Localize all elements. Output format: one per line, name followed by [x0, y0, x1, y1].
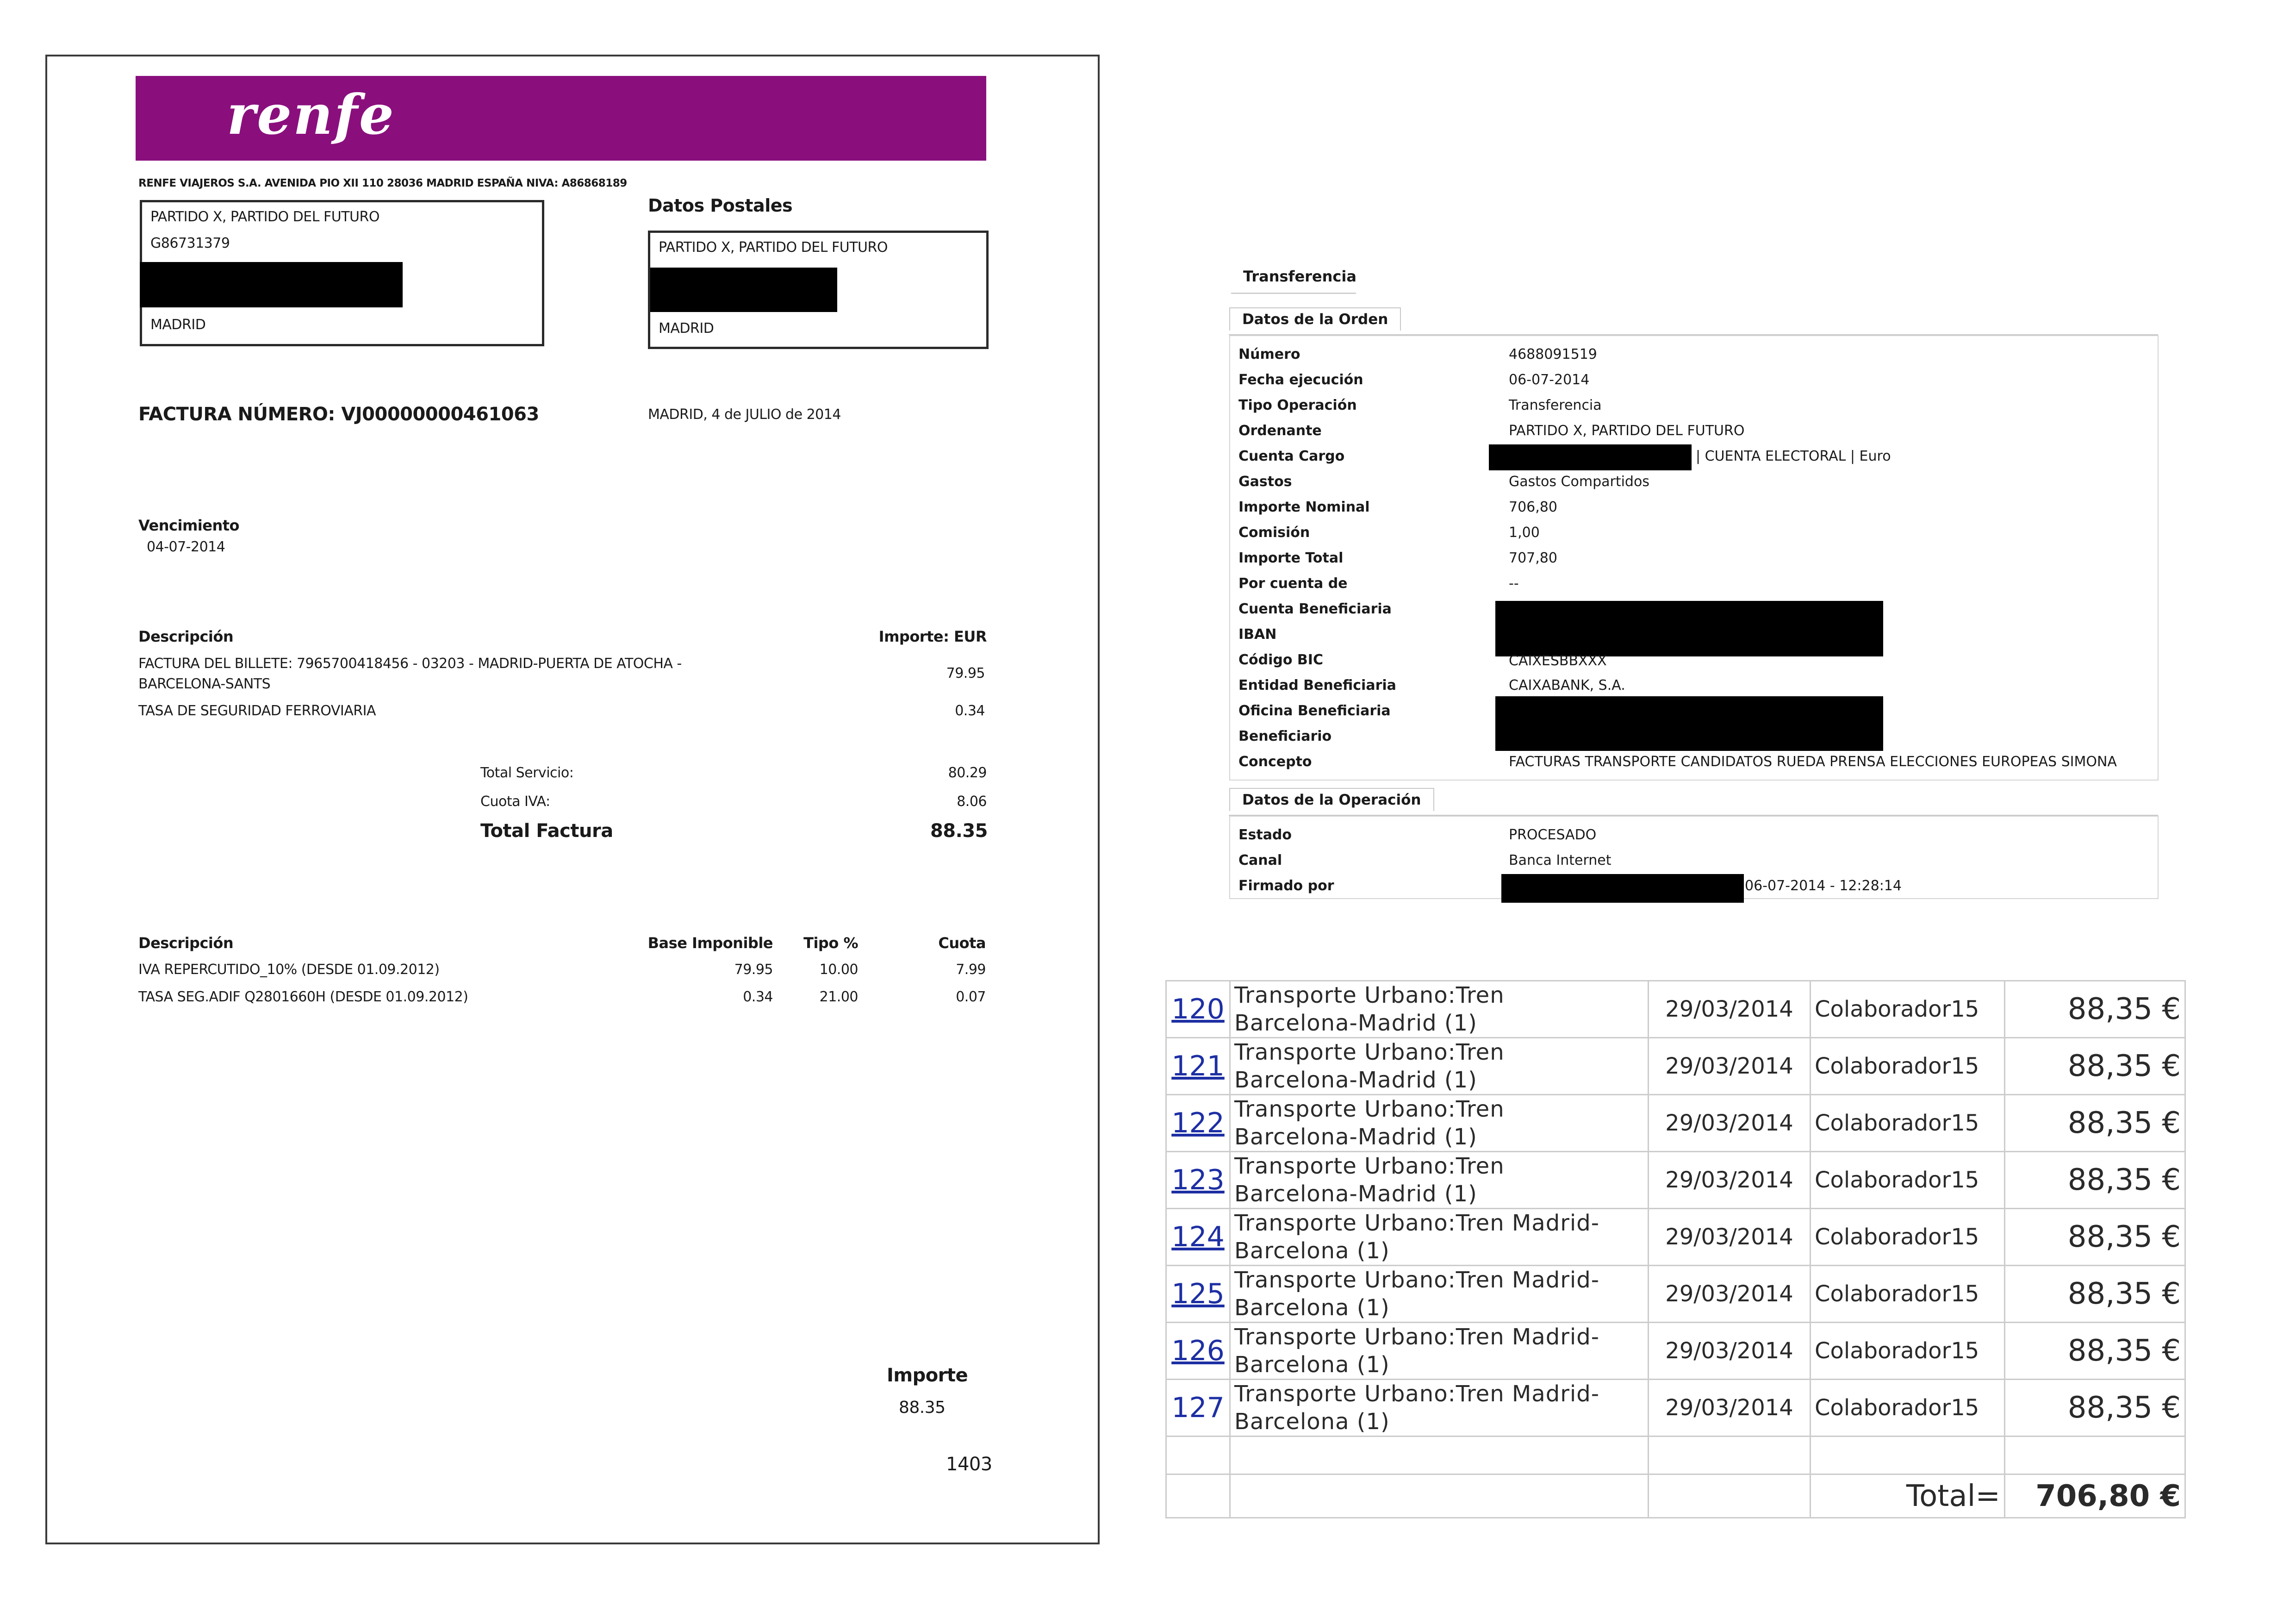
expense-date: 29/03/2014: [1649, 1266, 1811, 1323]
tax-row-1-tipo: 10.00: [819, 962, 858, 978]
title-underline: [1231, 293, 1356, 294]
description-line: Barcelona-Madrid (1): [1234, 1067, 1477, 1093]
total-servicio-label: Total Servicio:: [480, 765, 574, 781]
expense-collaborator: Colaborador15: [1811, 1380, 2005, 1437]
label-iban: IBAN: [1238, 626, 1277, 643]
table-row: [1166, 1380, 2185, 1437]
expense-description: [1230, 1095, 1649, 1152]
expense-description: [1230, 1323, 1649, 1380]
total-factura-value: 88.35: [930, 820, 988, 842]
customer-id: G86731379: [150, 235, 230, 251]
value-bic: CAIXESBBXXX: [1509, 653, 1607, 669]
expense-description: [1230, 1380, 1649, 1437]
table-row: [1166, 1152, 2185, 1209]
label-gastos: Gastos: [1238, 474, 1292, 490]
label-bic: Código BIC: [1238, 652, 1323, 668]
description-line: Barcelona (1): [1234, 1409, 1390, 1435]
label-cuenta-beneficiaria: Cuenta Beneficiaria: [1238, 601, 1392, 617]
expense-collaborator: Colaborador15: [1811, 1152, 2005, 1209]
description-line: Barcelona-Madrid (1): [1234, 1124, 1477, 1150]
redaction-box: [1489, 444, 1692, 470]
label-estado: Estado: [1238, 827, 1292, 843]
transfer-title: Transferencia: [1243, 268, 1356, 285]
total-factura-label: Total Factura: [480, 820, 613, 842]
expense-number-link[interactable]: 125: [1166, 1266, 1230, 1323]
label-beneficiario: Beneficiario: [1238, 728, 1332, 744]
expense-date: 29/03/2014: [1649, 1209, 1811, 1266]
label-cuenta-cargo: Cuenta Cargo: [1238, 448, 1345, 464]
total-row: [1166, 1474, 2185, 1518]
customer-name: PARTIDO X, PARTIDO DEL FUTURO: [150, 209, 380, 225]
value-cuenta-cargo: | CUENTA ELECTORAL | Euro: [1696, 448, 1891, 464]
renfe-logo: renfe: [227, 82, 395, 147]
empty-row: [1166, 1437, 2185, 1474]
expense-date: 29/03/2014: [1649, 1152, 1811, 1209]
empty-cell: [1649, 1437, 1811, 1474]
label-concepto: Concepto: [1238, 754, 1312, 770]
label-numero: Número: [1238, 346, 1300, 362]
expense-number-link[interactable]: 123: [1166, 1152, 1230, 1209]
redaction-box: [1501, 874, 1744, 903]
label-comision: Comisión: [1238, 525, 1310, 541]
value-importe-nominal: 706,80: [1509, 499, 1557, 515]
tax-row-2-cuota: 0.07: [956, 989, 986, 1005]
label-tipo: Tipo Operación: [1238, 397, 1357, 413]
empty-cell: [1811, 1437, 2005, 1474]
table-row: [1166, 1038, 2185, 1095]
label-fecha: Fecha ejecución: [1238, 372, 1363, 388]
value-firmado: 06-07-2014 - 12:28:14: [1745, 878, 1902, 894]
expense-amount: 88,35 €: [2005, 1266, 2185, 1323]
total-label: Total=: [1811, 1474, 2005, 1518]
value-por-cuenta: --: [1509, 575, 1519, 592]
line-item-1: FACTURA DEL BILLETE: 7965700418456 - 03203 - MADRID-PUERTA DE ATOCHA -: [138, 656, 682, 672]
expense-number-link[interactable]: 124: [1166, 1209, 1230, 1266]
due-date: 04-07-2014: [147, 539, 225, 555]
postal-heading: Datos Postales: [648, 195, 793, 216]
expense-amount: 88,35 €: [2005, 1209, 2185, 1266]
expense-collaborator: Colaborador15: [1811, 1209, 2005, 1266]
tab-datos-orden[interactable]: Datos de la Orden: [1229, 307, 1401, 331]
empty-cell: [2005, 1437, 2185, 1474]
description-line: Transporte Urbano:Tren Madrid-: [1234, 1324, 1600, 1350]
expense-collaborator: Colaborador15: [1811, 981, 2005, 1038]
tax-row-1-base: 79.95: [734, 962, 773, 978]
tax-base-header: Base Imponible: [647, 934, 773, 952]
redaction-box: [650, 268, 837, 312]
label-por-cuenta: Por cuenta de: [1238, 575, 1348, 592]
value-tipo: Transferencia: [1509, 397, 1602, 413]
expense-number-link[interactable]: 122: [1166, 1095, 1230, 1152]
redaction-box: [1495, 601, 1883, 656]
label-oficina: Oficina Beneficiaria: [1238, 703, 1391, 719]
due-label: Vencimiento: [138, 517, 240, 534]
value-estado: PROCESADO: [1509, 827, 1597, 843]
redaction-box: [1495, 696, 1883, 751]
page-reference: 1403: [946, 1454, 992, 1475]
description-line: Barcelona-Madrid (1): [1234, 1010, 1477, 1036]
empty-cell: [1166, 1474, 1230, 1518]
importe-value: 88.35: [899, 1398, 946, 1417]
empty-cell: [1230, 1474, 1649, 1518]
expense-amount: 88,35 €: [2005, 1038, 2185, 1095]
table-row: [1166, 1266, 2185, 1323]
tax-tipo-header: Tipo %: [803, 934, 858, 952]
expense-amount: 88,35 €: [2005, 1323, 2185, 1380]
table-row: [1166, 1209, 2185, 1266]
tax-row-2-desc: TASA SEG.ADIF Q2801660H (DESDE 01.09.2012): [138, 989, 468, 1005]
expense-amount: 88,35 €: [2005, 1380, 2185, 1437]
expense-collaborator: Colaborador15: [1811, 1323, 2005, 1380]
line-item-2: TASA DE SEGURIDAD FERROVIARIA: [138, 703, 376, 719]
expense-amount: 88,35 €: [2005, 1152, 2185, 1209]
description-line: Transporte Urbano:Tren: [1234, 1153, 1505, 1179]
line-item-2-amount: 0.34: [955, 703, 985, 719]
postal-name: PARTIDO X, PARTIDO DEL FUTURO: [659, 239, 888, 256]
invoice-number: FACTURA NÚMERO: VJ00000000461063: [138, 404, 539, 425]
redaction-box: [140, 262, 403, 307]
tab-datos-operacion[interactable]: Datos de la Operación: [1229, 788, 1434, 811]
value-gastos: Gastos Compartidos: [1509, 474, 1649, 490]
line-item-1-cont: BARCELONA-SANTS: [138, 676, 271, 692]
description-line: Transporte Urbano:Tren Madrid-: [1234, 1210, 1600, 1236]
label-entidad: Entidad Beneficiaria: [1238, 677, 1396, 693]
empty-cell: [1166, 1437, 1230, 1474]
description-line: Transporte Urbano:Tren Madrid-: [1234, 1267, 1600, 1293]
expense-description: [1230, 1152, 1649, 1209]
value-fecha: 06-07-2014: [1509, 372, 1590, 388]
value-concepto: FACTURAS TRANSPORTE CANDIDATOS RUEDA PRENSA ELECCIONES EUROPEAS SIMONA: [1509, 754, 2117, 770]
description-line: Transporte Urbano:Tren: [1234, 1039, 1505, 1065]
description-line: Barcelona (1): [1234, 1295, 1390, 1321]
description-line: Barcelona (1): [1234, 1352, 1390, 1378]
label-firmado: Firmado por: [1238, 878, 1334, 894]
expense-description: [1230, 1038, 1649, 1095]
expense-amount: 88,35 €: [2005, 981, 2185, 1038]
description-line: Transporte Urbano:Tren: [1234, 1096, 1505, 1122]
cuota-iva-value: 8.06: [957, 793, 987, 810]
customer-city: MADRID: [150, 317, 206, 333]
label-ordenante: Ordenante: [1238, 423, 1322, 439]
tax-row-1-cuota: 7.99: [956, 962, 986, 978]
value-ordenante: PARTIDO X, PARTIDO DEL FUTURO: [1509, 423, 1745, 439]
postal-city: MADRID: [659, 320, 714, 337]
value-canal: Banca Internet: [1509, 852, 1612, 868]
empty-cell: [1649, 1474, 1811, 1518]
table-row: [1166, 1095, 2185, 1152]
total-servicio-value: 80.29: [948, 765, 987, 781]
tax-row-1-desc: IVA REPERCUTIDO_10% (DESDE 01.09.2012): [138, 962, 440, 978]
expense-date: 29/03/2014: [1649, 1380, 1811, 1437]
tax-row-2-base: 0.34: [743, 989, 773, 1005]
cuota-iva-label: Cuota IVA:: [480, 793, 550, 810]
expense-number-link[interactable]: 121: [1166, 1038, 1230, 1095]
invoice-date: MADRID, 4 de JULIO de 2014: [648, 406, 841, 423]
table-row: [1166, 1323, 2185, 1380]
amount-header: Importe: EUR: [878, 628, 987, 645]
expense-number-link[interactable]: 126: [1166, 1323, 1230, 1380]
importe-label: Importe: [887, 1365, 968, 1386]
expense-collaborator: Colaborador15: [1811, 1266, 2005, 1323]
label-canal: Canal: [1238, 852, 1282, 868]
empty-cell: [1230, 1437, 1649, 1474]
description-line: Barcelona-Madrid (1): [1234, 1181, 1477, 1207]
value-entidad: CAIXABANK, S.A.: [1509, 677, 1625, 693]
expense-date: 29/03/2014: [1649, 1038, 1811, 1095]
company-line: RENFE VIAJEROS S.A. AVENIDA PIO XII 110 28036 MADRID ESPAÑA NIVA: A86868189: [138, 177, 627, 189]
value-importe-total: 707,80: [1509, 550, 1557, 566]
expense-collaborator: Colaborador15: [1811, 1095, 2005, 1152]
tax-row-2-tipo: 21.00: [819, 989, 858, 1005]
expense-description: [1230, 1266, 1649, 1323]
expense-collaborator: Colaborador15: [1811, 1038, 2005, 1095]
total-value: 706,80 €: [2005, 1474, 2185, 1518]
description-header: Descripción: [138, 628, 234, 645]
expense-description: [1230, 981, 1649, 1038]
label-importe-nominal: Importe Nominal: [1238, 499, 1370, 515]
expense-number-link[interactable]: 120: [1166, 981, 1230, 1038]
expense-amount: 88,35 €: [2005, 1095, 2185, 1152]
description-line: Transporte Urbano:Tren: [1234, 982, 1505, 1008]
line-item-1-amount: 79.95: [946, 665, 985, 681]
expense-description: [1230, 1209, 1649, 1266]
tax-cuota-header: Cuota: [938, 934, 986, 952]
expense-date: 29/03/2014: [1649, 981, 1811, 1038]
value-numero: 4688091519: [1509, 346, 1597, 362]
expense-date: 29/03/2014: [1649, 1323, 1811, 1380]
expense-table: [1165, 980, 2186, 1518]
table-row: [1166, 981, 2185, 1038]
description-line: Barcelona (1): [1234, 1238, 1390, 1264]
tax-desc-header: Descripción: [138, 934, 234, 952]
description-line: Transporte Urbano:Tren Madrid-: [1234, 1381, 1600, 1407]
label-importe-total: Importe Total: [1238, 550, 1344, 566]
expense-number: 127: [1166, 1380, 1230, 1437]
expense-date: 29/03/2014: [1649, 1095, 1811, 1152]
value-comision: 1,00: [1509, 525, 1540, 541]
